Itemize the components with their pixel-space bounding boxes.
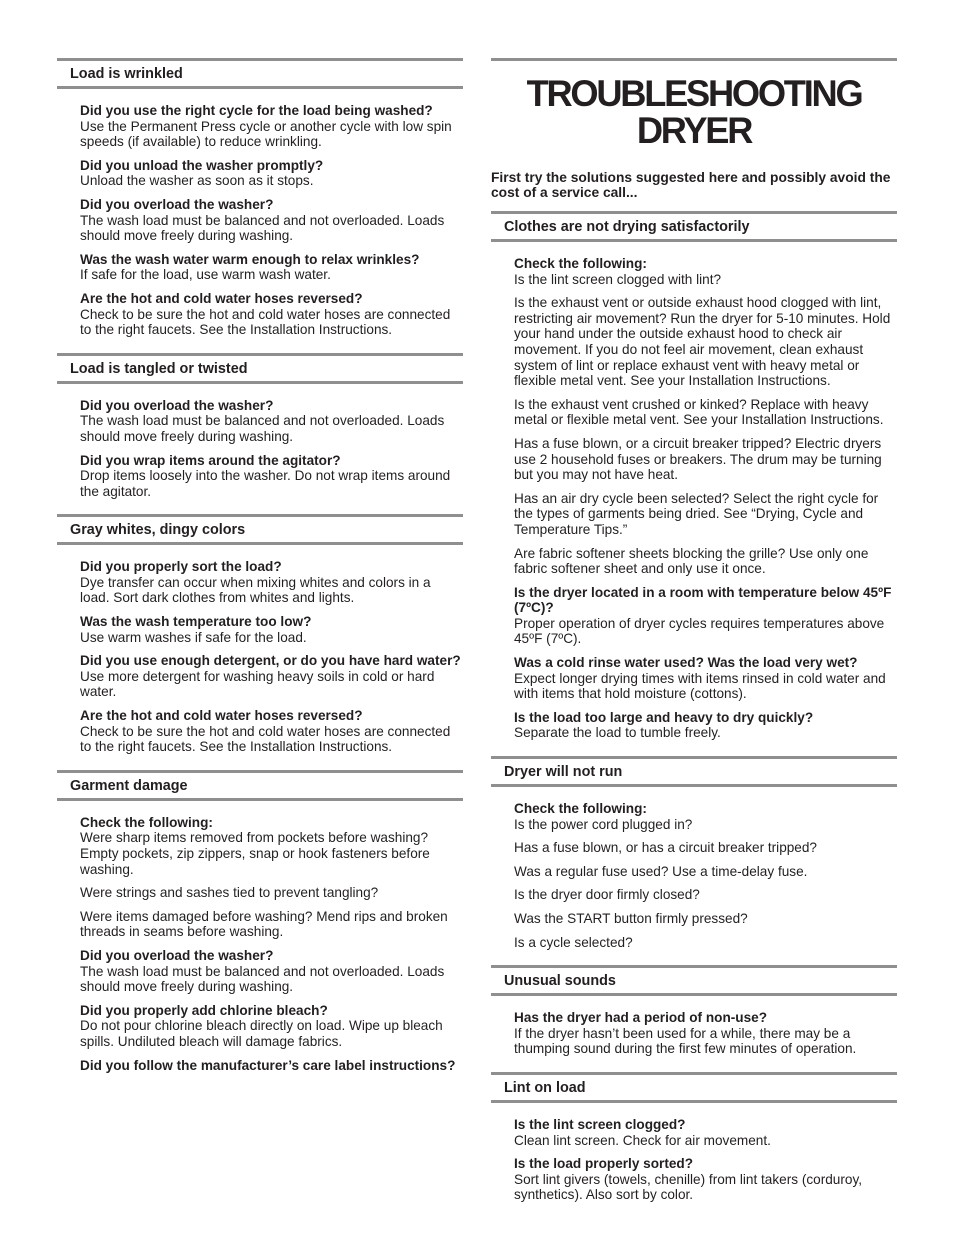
right-sections [491, 211, 897, 1203]
section-body [491, 801, 897, 950]
entry-question: Did you properly sort the load? [80, 559, 282, 575]
entry-answer: Was the START button firmly pressed? [514, 911, 748, 926]
entry-answer: Were sharp items removed from pockets before washing? Empty pockets, zip zippers, snap or hook fasteners before washing. [80, 830, 430, 877]
troubleshooting-entry [80, 158, 463, 189]
troubleshooting-entry [514, 710, 897, 741]
intro-text: First try the solutions suggested here and possibly avoid the cost of a service call... [491, 170, 891, 200]
entry-answer: Has a fuse blown, or a circuit breaker tripped? Electric dryers use 2 household fuses or breakers. The drum may be turning but you may not have heat. [514, 435, 882, 483]
section-unusual-sounds [491, 965, 897, 1057]
entry-answer: The wash load must be balanced and not overloaded. Loads should move freely during washing. [80, 413, 445, 444]
section-heading: Lint on load [491, 1072, 897, 1103]
section-heading: Garment damage [57, 770, 463, 801]
troubleshooting-entry [80, 614, 463, 645]
entry-answer: Use the Permanent Press cycle or another cycle with low spin speeds (if available) to reduce wrinkling. [80, 118, 452, 150]
entry-answer: Clean lint screen. Check for air movement. [514, 1132, 771, 1148]
entry-answer: Is the power cord plugged in? [514, 816, 693, 832]
entry-answer: Are fabric softener sheets blocking the grille? Use only one fabric softener sheet and only use it once. [514, 545, 869, 577]
troubleshooting-entry [80, 948, 463, 995]
troubleshooting-entry [80, 103, 463, 150]
entry-answer: Do not pour chlorine bleach directly on load. Wipe up bleach spills. Undiluted bleach will damage fabrics. [80, 1018, 443, 1049]
troubleshooting-entry [514, 546, 897, 577]
entry-question: Did you follow the manufacturer’s care label instructions? [80, 1057, 456, 1073]
title-line-1: TROUBLESHOOTING [526, 73, 862, 114]
entry-question: Did you use the right cycle for the load being washed? [80, 103, 433, 118]
section-heading: Dryer will not run [491, 756, 897, 787]
page-title [491, 58, 897, 149]
entry-answer: Is the exhaust vent or outside exhaust hood clogged with lint, restricting air movement? Run the dryer for 5-10 minutes. Hold your hand under the outside exhaust hood to check air movement. If you do not feel air movement, clean exhaust system of lint or replace exhaust vent with heavy metal or flexible metal vent. See your Installation Instructions. [514, 295, 891, 389]
entry-question: Did you overload the washer? [80, 397, 274, 413]
troubleshooting-entry [514, 655, 897, 702]
section-load-is-wrinkled [57, 58, 463, 338]
entry-answer: Check to be sure the hot and cold water hoses are connected to the right faucets. See the Installation Instructions. [80, 306, 451, 338]
entry-answer: Sort lint givers (towels, chenille) from lint takers (corduroy, synthetics). Also sort by color. [514, 1171, 863, 1203]
section-gray-whites-dingy-colors [57, 514, 463, 755]
entry-answer: Use warm washes if safe for the load. [80, 629, 307, 645]
troubleshooting-entry [514, 864, 897, 880]
entry-question: Is the load properly sorted? [514, 1156, 694, 1172]
troubleshooting-entry [514, 801, 897, 832]
section-clothes-are-not-drying-satisfactorily [491, 211, 897, 741]
troubleshooting-entry [514, 436, 897, 483]
section-body [491, 256, 897, 741]
troubleshooting-entry [514, 585, 897, 647]
entry-answer: The wash load must be balanced and not overloaded. Loads should move freely during washing. [80, 212, 445, 244]
troubleshooting-entry [80, 1003, 463, 1050]
section-body [57, 559, 463, 755]
section-body [57, 103, 463, 338]
title-line-2: DRYER [636, 110, 752, 151]
section-heading: Load is wrinkled [57, 58, 463, 89]
left-column [57, 58, 463, 1088]
entry-answer: Is the lint screen clogged with lint? [514, 271, 722, 287]
entry-answer: Expect longer drying times with items rinsed in cold water and with items that hold moisture (cottons). [514, 670, 886, 702]
entry-answer: Proper operation of dryer cycles requires temperatures above 45ºF (7ºC). [514, 615, 885, 647]
entry-question: Did you use enough detergent, or do you have hard water? [80, 653, 461, 669]
troubleshooting-entry [514, 1117, 897, 1148]
troubleshooting-entry [514, 935, 897, 951]
troubleshooting-entry [514, 295, 897, 389]
entry-answer: Were items damaged before washing? Mend rips and broken threads in seams before washing. [80, 908, 448, 940]
entry-question: Did you overload the washer? [80, 947, 274, 963]
entry-answer: Separate the load to tumble freely. [514, 725, 721, 741]
entry-question: Did you unload the washer promptly? [80, 157, 324, 173]
entry-answer: Check to be sure the hot and cold water hoses are connected to the right faucets. See the Installation Instructions. [80, 723, 451, 755]
entry-answer: If the dryer hasn’t been used for a while, there may be a thumping sound during the first few minutes of operation. [514, 1025, 857, 1057]
troubleshooting-entry [514, 840, 897, 856]
section-heading: Gray whites, dingy colors [57, 514, 463, 545]
troubleshooting-entry [80, 453, 463, 500]
section-lint-on-load [491, 1072, 897, 1203]
troubleshooting-entry [80, 653, 463, 700]
troubleshooting-entry [80, 559, 463, 606]
entry-question: Check the following: [514, 801, 647, 817]
troubleshooting-entry [80, 252, 463, 283]
entry-answer: The wash load must be balanced and not overloaded. Loads should move freely during washing. [80, 963, 445, 995]
section-load-is-tangled-or-twisted [57, 353, 463, 500]
entry-question: Did you wrap items around the agitator? [80, 452, 341, 468]
entry-answer: Dye transfer can occur when mixing whites and colors in a load. Sort dark clothes from whites and lights. [80, 574, 431, 606]
section-heading: Unusual sounds [491, 965, 897, 996]
entry-answer: Has an air dry cycle been selected? Select the right cycle for the types of garments being dried. See “Drying, Cycle and Temperature Tips.” [514, 490, 879, 537]
entry-question: Has the dryer had a period of non-use? [514, 1010, 768, 1026]
entry-answer: Has a fuse blown, or has a circuit breaker tripped? [514, 840, 817, 856]
entry-question: Are the hot and cold water hoses reversed? [80, 708, 363, 724]
entry-question: Did you overload the washer? [80, 196, 274, 212]
troubleshooting-entry [80, 909, 463, 940]
entry-question: Was the wash temperature too low? [80, 614, 312, 630]
right-column [491, 58, 897, 1218]
entry-question: Check the following: [514, 256, 647, 271]
section-body [491, 1010, 897, 1057]
entry-question: Is the dryer located in a room with temperature below 45ºF (7ºC)? [514, 584, 892, 616]
entry-answer: Was a regular fuse used? Use a time-delay fuse. [514, 863, 808, 879]
troubleshooting-entry [80, 815, 463, 877]
entry-answer: Use more detergent for washing heavy soils in cold or hard water. [80, 668, 435, 700]
entry-question: Are the hot and cold water hoses reversed? [80, 290, 363, 306]
entry-question: Was a cold rinse water used? Was the load very wet? [514, 655, 858, 671]
entry-question: Is the load too large and heavy to dry quickly? [514, 709, 814, 725]
entry-answer: Drop items loosely into the washer. Do not wrap items around the agitator. [80, 468, 451, 499]
section-heading: Clothes are not drying satisfactorily [491, 211, 897, 242]
troubleshooting-entry [514, 256, 897, 287]
troubleshooting-entry [80, 197, 463, 244]
troubleshooting-entry [514, 887, 897, 903]
troubleshooting-entry [80, 291, 463, 338]
entry-question: Is the lint screen clogged? [514, 1116, 686, 1132]
section-garment-damage [57, 770, 463, 1073]
entry-question: Was the wash water warm enough to relax wrinkles? [80, 251, 420, 267]
entry-answer: Is the exhaust vent crushed or kinked? Replace with heavy metal or flexible metal vent. See your Installation Instructions. [514, 396, 884, 428]
entry-answer: Is a cycle selected? [514, 934, 633, 950]
section-heading: Load is tangled or twisted [57, 353, 463, 384]
entry-question: Did you properly add chlorine bleach? [80, 1002, 328, 1018]
troubleshooting-entry [514, 491, 897, 538]
section-body [57, 398, 463, 500]
troubleshooting-entry [80, 398, 463, 445]
entry-answer: Is the dryer door firmly closed? [514, 887, 700, 903]
troubleshooting-entry [80, 885, 463, 901]
section-body [491, 1117, 897, 1203]
troubleshooting-entry [514, 1156, 897, 1203]
section-dryer-will-not-run [491, 756, 897, 950]
entry-answer: Were strings and sashes tied to prevent tangling? [80, 885, 379, 901]
troubleshooting-entry [80, 1058, 463, 1074]
troubleshooting-entry [514, 1010, 897, 1057]
entry-answer: If safe for the load, use warm wash water. [80, 267, 331, 283]
section-body [57, 815, 463, 1073]
troubleshooting-entry [514, 911, 897, 927]
entry-answer: Unload the washer as soon as it stops. [80, 173, 314, 189]
troubleshooting-entry [80, 708, 463, 755]
entry-question: Check the following: [80, 814, 213, 830]
troubleshooting-entry [514, 397, 897, 428]
